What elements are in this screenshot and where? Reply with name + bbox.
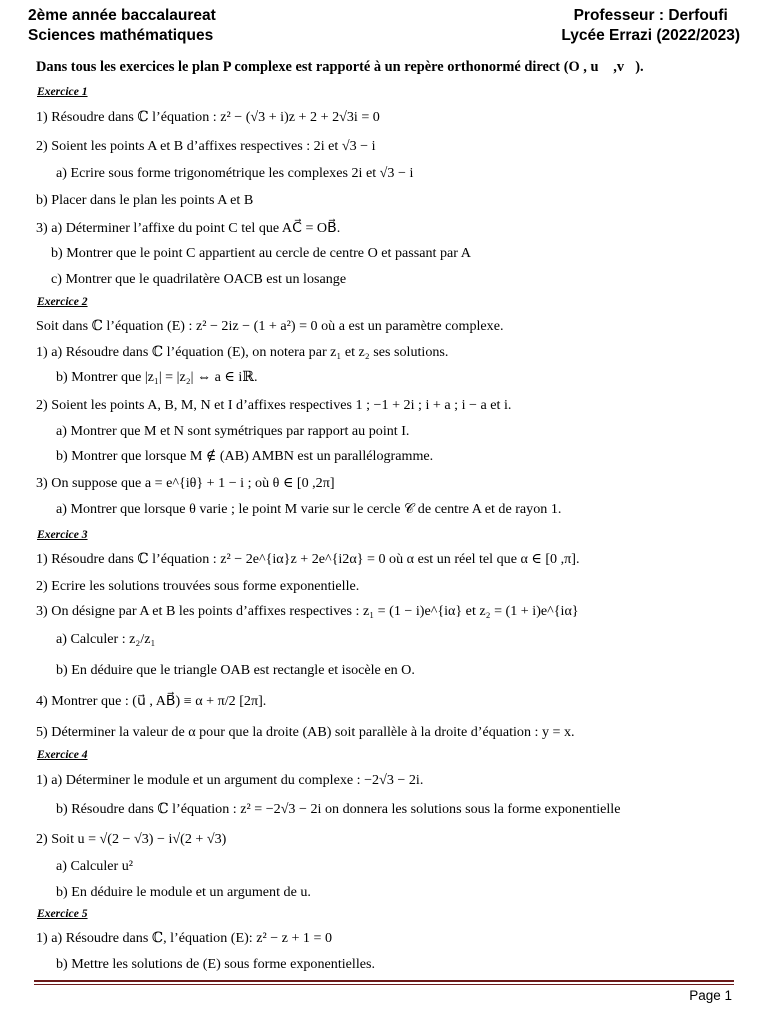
exercise-line: a) Montrer que lorsque θ varie ; le point M varie sur le cercle 𝒞 de centre A et de rayon 1.	[56, 501, 562, 517]
page-number: Page 1	[689, 988, 732, 1003]
footer-rule	[34, 980, 734, 982]
footer-rule-thin	[34, 984, 734, 985]
track-label: Sciences mathématiques	[28, 27, 214, 44]
exercise-line: 3) On suppose que a = e^{iθ} + 1 − i ; où θ ∈ [0 ,2π]	[36, 475, 335, 491]
exercise-line: b) Résoudre dans ℂ l’équation : z² = −2√3 − 2i on donnera les solutions sous la forme exponentielle	[56, 801, 621, 817]
exercise-line: 2) Soient les points A et B d’affixes respectives : 2i et √3 − i	[36, 138, 376, 154]
exercise-line: b) Montrer que lorsque M ∉ (AB) AMBN est un parallélogramme.	[56, 448, 434, 464]
exercise-line: 2) Soient les points A, B, M, N et I d’affixes respectives 1 ; −1 + 2i ; i + a ; i − a et i.	[36, 397, 512, 413]
exercise-line: a) Montrer que M et N sont symétriques par rapport au point I.	[56, 423, 410, 439]
header-right	[561, 6, 740, 46]
exercise-line: 3) a) Déterminer l’affixe du point C tel que AC⃗ = OB⃗.	[36, 220, 341, 236]
exercise-line: b) Mettre les solutions de (E) sous forme exponentielles.	[56, 956, 375, 972]
exercise-line: 1) a) Résoudre dans ℂ l’équation (E), on notera par z₁ et z₂ ses solutions.	[36, 344, 449, 360]
exercise-line: b) Placer dans le plan les points A et B	[36, 192, 254, 208]
exercise-line: a) Calculer : z₂/z₁	[56, 631, 156, 647]
exercise-line: 1) Résoudre dans ℂ l’équation : z² − 2e^{iα}z + 2e^{i2α} = 0 où α est un réel tel que α ∈ [0 ,π].	[36, 551, 580, 567]
exercise-title: Exercice 3	[37, 528, 88, 541]
exercise-line: b) En déduire que le triangle OAB est rectangle et isocèle en O.	[56, 662, 415, 678]
exercise-line: 3) On désigne par A et B les points d’affixes respectives : z₁ = (1 − i)e^{iα} et z₂ = (1 + i)e^{iα}	[36, 603, 579, 619]
intro-statement: Dans tous les exercices le plan P complexe est rapporté à un repère orthonormé direct (O , u⃗ ,v⃗).	[36, 59, 644, 75]
header-left	[28, 6, 216, 46]
exercise-line: a) Ecrire sous forme trigonométrique les complexes 2i et √3 − i	[56, 165, 414, 181]
exercise-line: Soit dans ℂ l’équation (E) : z² − 2iz − (1 + a²) = 0 où a est un paramètre complexe.	[36, 318, 504, 334]
exercise-title: Exercice 1	[37, 85, 88, 98]
exercise-line: b) Montrer que |z₁| = |z₂| ⇔ a ∈ iℝ.	[56, 369, 258, 385]
exercise-line: b) En déduire le module et un argument de u.	[56, 884, 311, 900]
exercise-line: c) Montrer que le quadrilatère OACB est un losange	[51, 271, 347, 287]
teacher-label: Professeur : Derfoufi	[573, 7, 728, 24]
exercise-title: Exercice 2	[37, 295, 88, 308]
exercise-line: 1) Résoudre dans ℂ l’équation : z² − (√3 + i)z + 2 + 2√3i = 0	[36, 109, 380, 125]
exercise-line: 4) Montrer que : (u⃗ , AB⃗) ≡ α + π/2 [2π].	[36, 693, 267, 709]
exercise-line: b) Montrer que le point C appartient au cercle de centre O et passant par A	[51, 245, 471, 261]
exercise-line: 2) Soit u = √(2 − √3) − i√(2 + √3)	[36, 831, 227, 847]
exercise-line: 1) a) Déterminer le module et un argument du complexe : −2√3 − 2i.	[36, 772, 424, 788]
level-label: 2ème année baccalaureat	[28, 7, 216, 24]
exercise-line: 2) Ecrire les solutions trouvées sous forme exponentielle.	[36, 578, 360, 594]
exercise-title: Exercice 4	[37, 748, 88, 761]
school-label: Lycée Errazi (2022/2023)	[561, 27, 740, 44]
exercise-line: 5) Déterminer la valeur de α pour que la droite (AB) soit parallèle à la droite d’équation : y = x.	[36, 724, 575, 740]
exercise-line: a) Calculer u²	[56, 858, 134, 874]
exercise-line: 1) a) Résoudre dans ℂ, l’équation (E): z² − z + 1 = 0	[36, 930, 333, 946]
exercise-title: Exercice 5	[37, 907, 88, 920]
